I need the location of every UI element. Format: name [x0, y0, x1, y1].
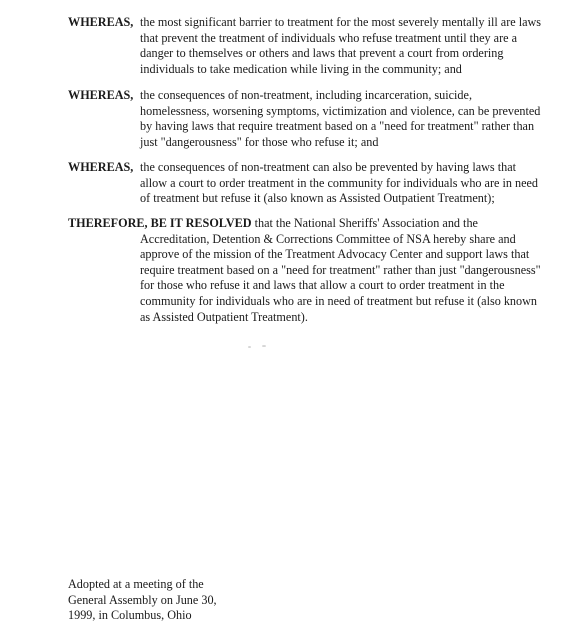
- clause-keyword: THEREFORE, BE IT RESOLVED: [68, 216, 252, 230]
- whereas-clause-3: [68, 160, 568, 207]
- clause-line: the consequences of non-treatment, including incarceration, suicide,: [140, 88, 472, 102]
- clause-line: by having laws that require treatment based on a "need for treatment" rather than: [140, 119, 535, 134]
- clause-line: that the National Sheriffs' Association and the: [254, 216, 478, 230]
- clause-line: allow a court to order treatment in the community for individuals who are in need: [140, 175, 539, 190]
- adoption-note: [68, 577, 268, 624]
- clause-line: the consequences of non-treatment can also be prevented by having laws that: [140, 160, 516, 174]
- clause-line: community for individuals who are in need of treatment but refuse it (also known: [140, 293, 538, 308]
- scan-speck: [248, 346, 251, 348]
- clause-line: just "dangerousness" for those who refuse it; and: [140, 134, 379, 149]
- adoption-line: 1999, in Columbus, Ohio: [68, 608, 192, 623]
- clause-line: that prevent the treatment of individuals who refuse treatment until they are a: [140, 30, 518, 45]
- clause-line: approve of the mission of the Treatment Advocacy Center and support laws that: [140, 247, 530, 262]
- clause-keyword: WHEREAS,: [68, 15, 134, 29]
- clause-line: homelessness, worsening symptoms, victimization and violence, can be prevented: [140, 103, 541, 118]
- resolved-clause: [68, 216, 568, 325]
- clause-line: as Assisted Outpatient Treatment).: [140, 309, 308, 324]
- adoption-line: General Assembly on June 30,: [68, 592, 217, 607]
- clause-line: individuals to take medication while living in the community; and: [140, 61, 462, 76]
- clause-line: the most significant barrier to treatment for the most severely mentally ill are laws: [140, 15, 542, 29]
- clause-line: danger to themselves or others and laws that prevent a court from ordering: [140, 46, 504, 61]
- clause-line: of treatment but refuse it (also known as Assisted Outpatient Treatment);: [140, 191, 495, 206]
- scan-speck: [262, 345, 266, 347]
- clause-line: require treatment based on a "need for treatment" rather than just "dangerousness": [140, 262, 541, 277]
- adoption-line: Adopted at a meeting of the: [68, 577, 204, 591]
- whereas-clause-1: [68, 15, 568, 77]
- clause-line: Accreditation, Detention & Corrections Committee of NSA hereby share and: [140, 231, 516, 246]
- clause-keyword: WHEREAS,: [68, 160, 134, 174]
- clause-line: for those who refuse it and laws that allow a court to order treatment in the: [140, 278, 505, 293]
- whereas-clause-2: [68, 88, 568, 150]
- clause-keyword: WHEREAS,: [68, 88, 134, 102]
